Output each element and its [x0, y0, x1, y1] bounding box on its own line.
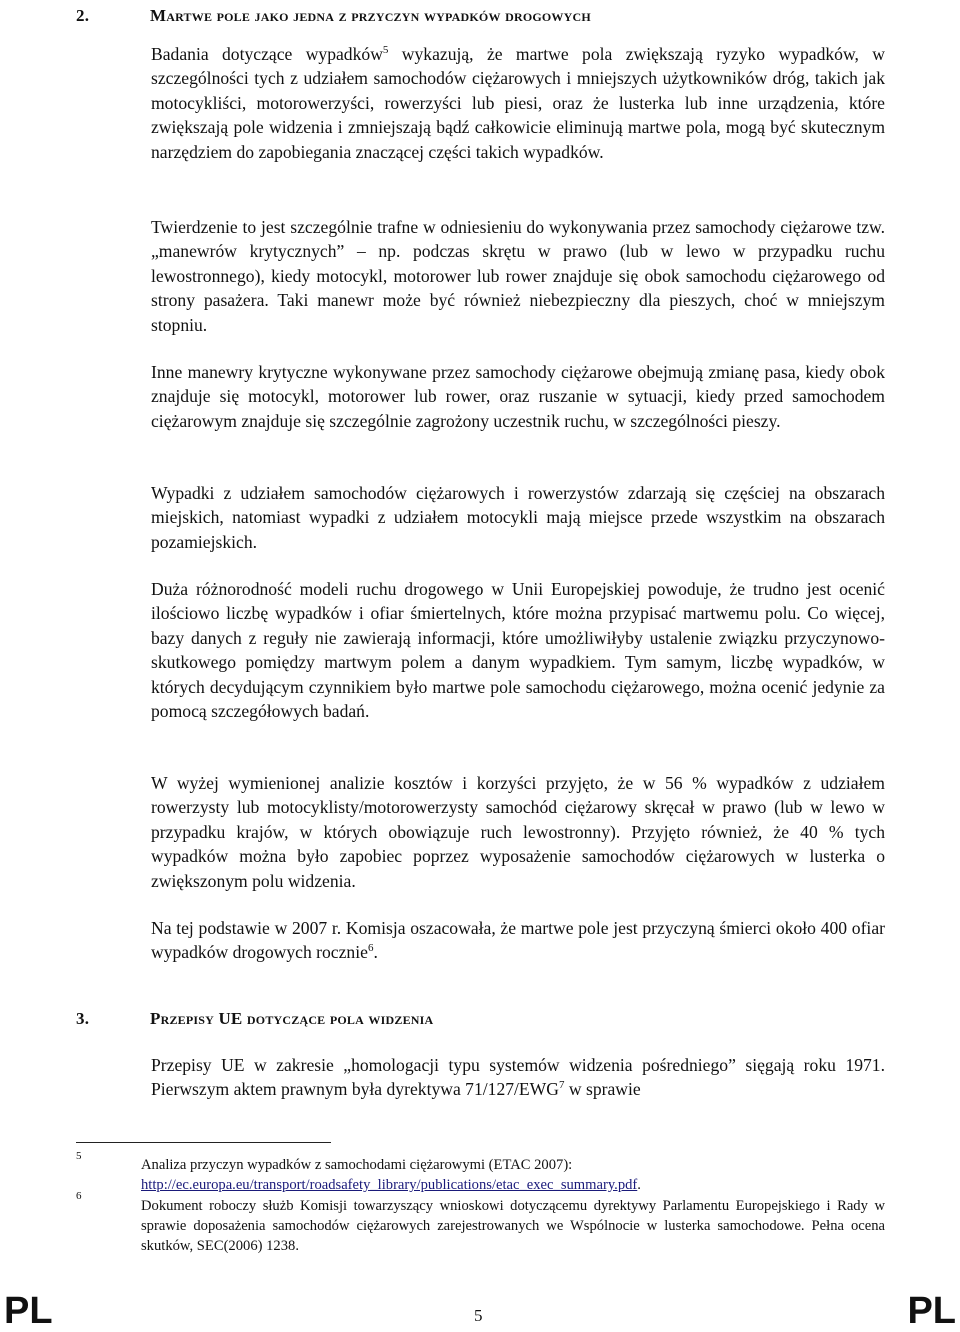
section-title: Martwe pole jako jedna z przyczyn wypadków drogowych [150, 6, 591, 25]
paragraph-1: Badania dotyczące wypadków$^5$ wykazują, że martwe pola zwiększają ryzyko wypadków, w szczególności tych z udziałem samochodów ciężarowych i mniejszych użytkowników dróg, takich jak motocykliści, motorowerzyści, rowerzyści lub piesi, oraz że lusterka lub inne urządzenia, które zwiększają pole widzenia i zmniejszają bądź całkowicie eliminują martwe pola, mogą być skutecznym narzędziem do zapobiegania znaczącej części takich wypadków. [151, 44, 885, 162]
page-number: 5 [474, 1306, 483, 1325]
footnote-5: Analiza przyczyn wypadków z samochodami ciężarowymi (ETAC 2007): http://ec.europa.eu/transport/roadsafety_library/publications/etac_exec_summary.pdf. [141, 1157, 641, 1193]
paragraph-3: Inne manewry krytyczne wykonywane przez samochody ciężarowe obejmują zmianę pasa, kiedy obok znajduje się motocykl, motorower lub rower, oraz ruszanie w sytuacji, kiedy przed samochodem ciężarowym znajduje się szczególnie zagrożony uczestnik ruchu, w szczególności pieszy. [151, 362, 885, 431]
paragraph-8: Przepisy UE w zakresie „homologacji typu systemów widzenia pośredniego” sięgają roku 1971. Pierwszym aktem prawnym była dyrektywa 71/127/EWG$^7$ w sprawie [151, 1055, 885, 1100]
section-number: 2. [76, 6, 90, 25]
section-number: 3. [76, 1009, 90, 1028]
section-3-heading [76, 1009, 433, 1029]
footer-lang-left: PL [4, 1290, 53, 1332]
paragraph-7: Na tej podstawie w 2007 r. Komisja oszacowała, że martwe pole jest przyczyną śmierci około 400 ofiar wypadków drogowych rocznie$^6$. [151, 918, 885, 963]
footer-lang-right: PL [907, 1290, 956, 1332]
section-title: Przepisy UE dotyczące pola widzenia [150, 1009, 434, 1028]
footnote-5-link[interactable]: http://ec.europa.eu/transport/roadsafety_library/publications/etac_exec_summary.pdf [141, 1177, 638, 1193]
footnote-separator [76, 1142, 331, 1143]
footnote-6: Dokument roboczy służb Komisji towarzyszący wnioskowi dotyczącemu dyrektywy Parlamentu Europejskiego i Rady w sprawie doposażenia samochodów ciężarowych zarejestrowanych we Wspólnocie w lusterka samochodowe. Pełna ocena skutków, SEC(2006) 1238. [141, 1198, 885, 1254]
paragraph-6: W wyżej wymienionej analizie kosztów i korzyści przyjęto, że w 56 % wypadków z udziałem rowerzysty lub motocyklisty/motorowerzysty samochód ciężarowy skręcał w prawo (lub w lewo w przypadku krajów, w których obowiązuje ruch lewostronny). Przyjęto również, że 40 % tych wypadków można było zapobiec poprzez wyposażenie samochodów ciężarowych w lusterka o zwiększonym polu widzenia. [151, 773, 885, 891]
paragraph-4: Wypadki z udziałem samochodów ciężarowych i rowerzystów zdarzają się częściej na obszarach miejskich, natomiast wypadki z udziałem motocykli mają miejsce przede wszystkim na obszarach pozamiejskich. [151, 483, 885, 552]
paragraph-5: Duża różnorodność modeli ruchu drogowego w Unii Europejskiej powoduje, że trudno jest ocenić ilościowo liczbę wypadków i ofiar śmiertelnych, które można przypisać martwemu polu. Co więcej, bazy danych z reguły nie zawierają informacji, które umożliwiłyby ustalenie związku przyczynowo-skutkowego pomiędzy martwym polem a danym wypadkiem. Tym samym, liczbę wypadków, w których decydującym czynnikiem było martwe pole samochodu ciężarowego, można ocenić jedynie za pomocą szczegółowych badań. [151, 579, 885, 722]
section-2-heading [76, 6, 591, 26]
paragraph-2: Twierdzenie to jest szczególnie trafne w odniesieniu do wykonywania przez samochody ciężarowe tzw. „manewrów krytycznych” – np. podczas skrętu w prawo (lub w lewo w przypadku ruchu lewostronnego), kiedy motocykl, motorower lub rower znajduje się obok samochodu ciężarowego od strony pasażera. Taki manewr może być również niebezpieczny dla pieszych, choć w mniejszym stopniu. [151, 217, 885, 335]
footnote-ref-5[interactable]: 5 [382, 44, 389, 57]
footnote-number-5: 5 [76, 1150, 82, 1162]
footnote-ref-6[interactable]: 6 [367, 942, 374, 955]
footnote-ref-7[interactable]: 7 [558, 1079, 565, 1092]
footnote-number-6: 6 [76, 1190, 82, 1202]
